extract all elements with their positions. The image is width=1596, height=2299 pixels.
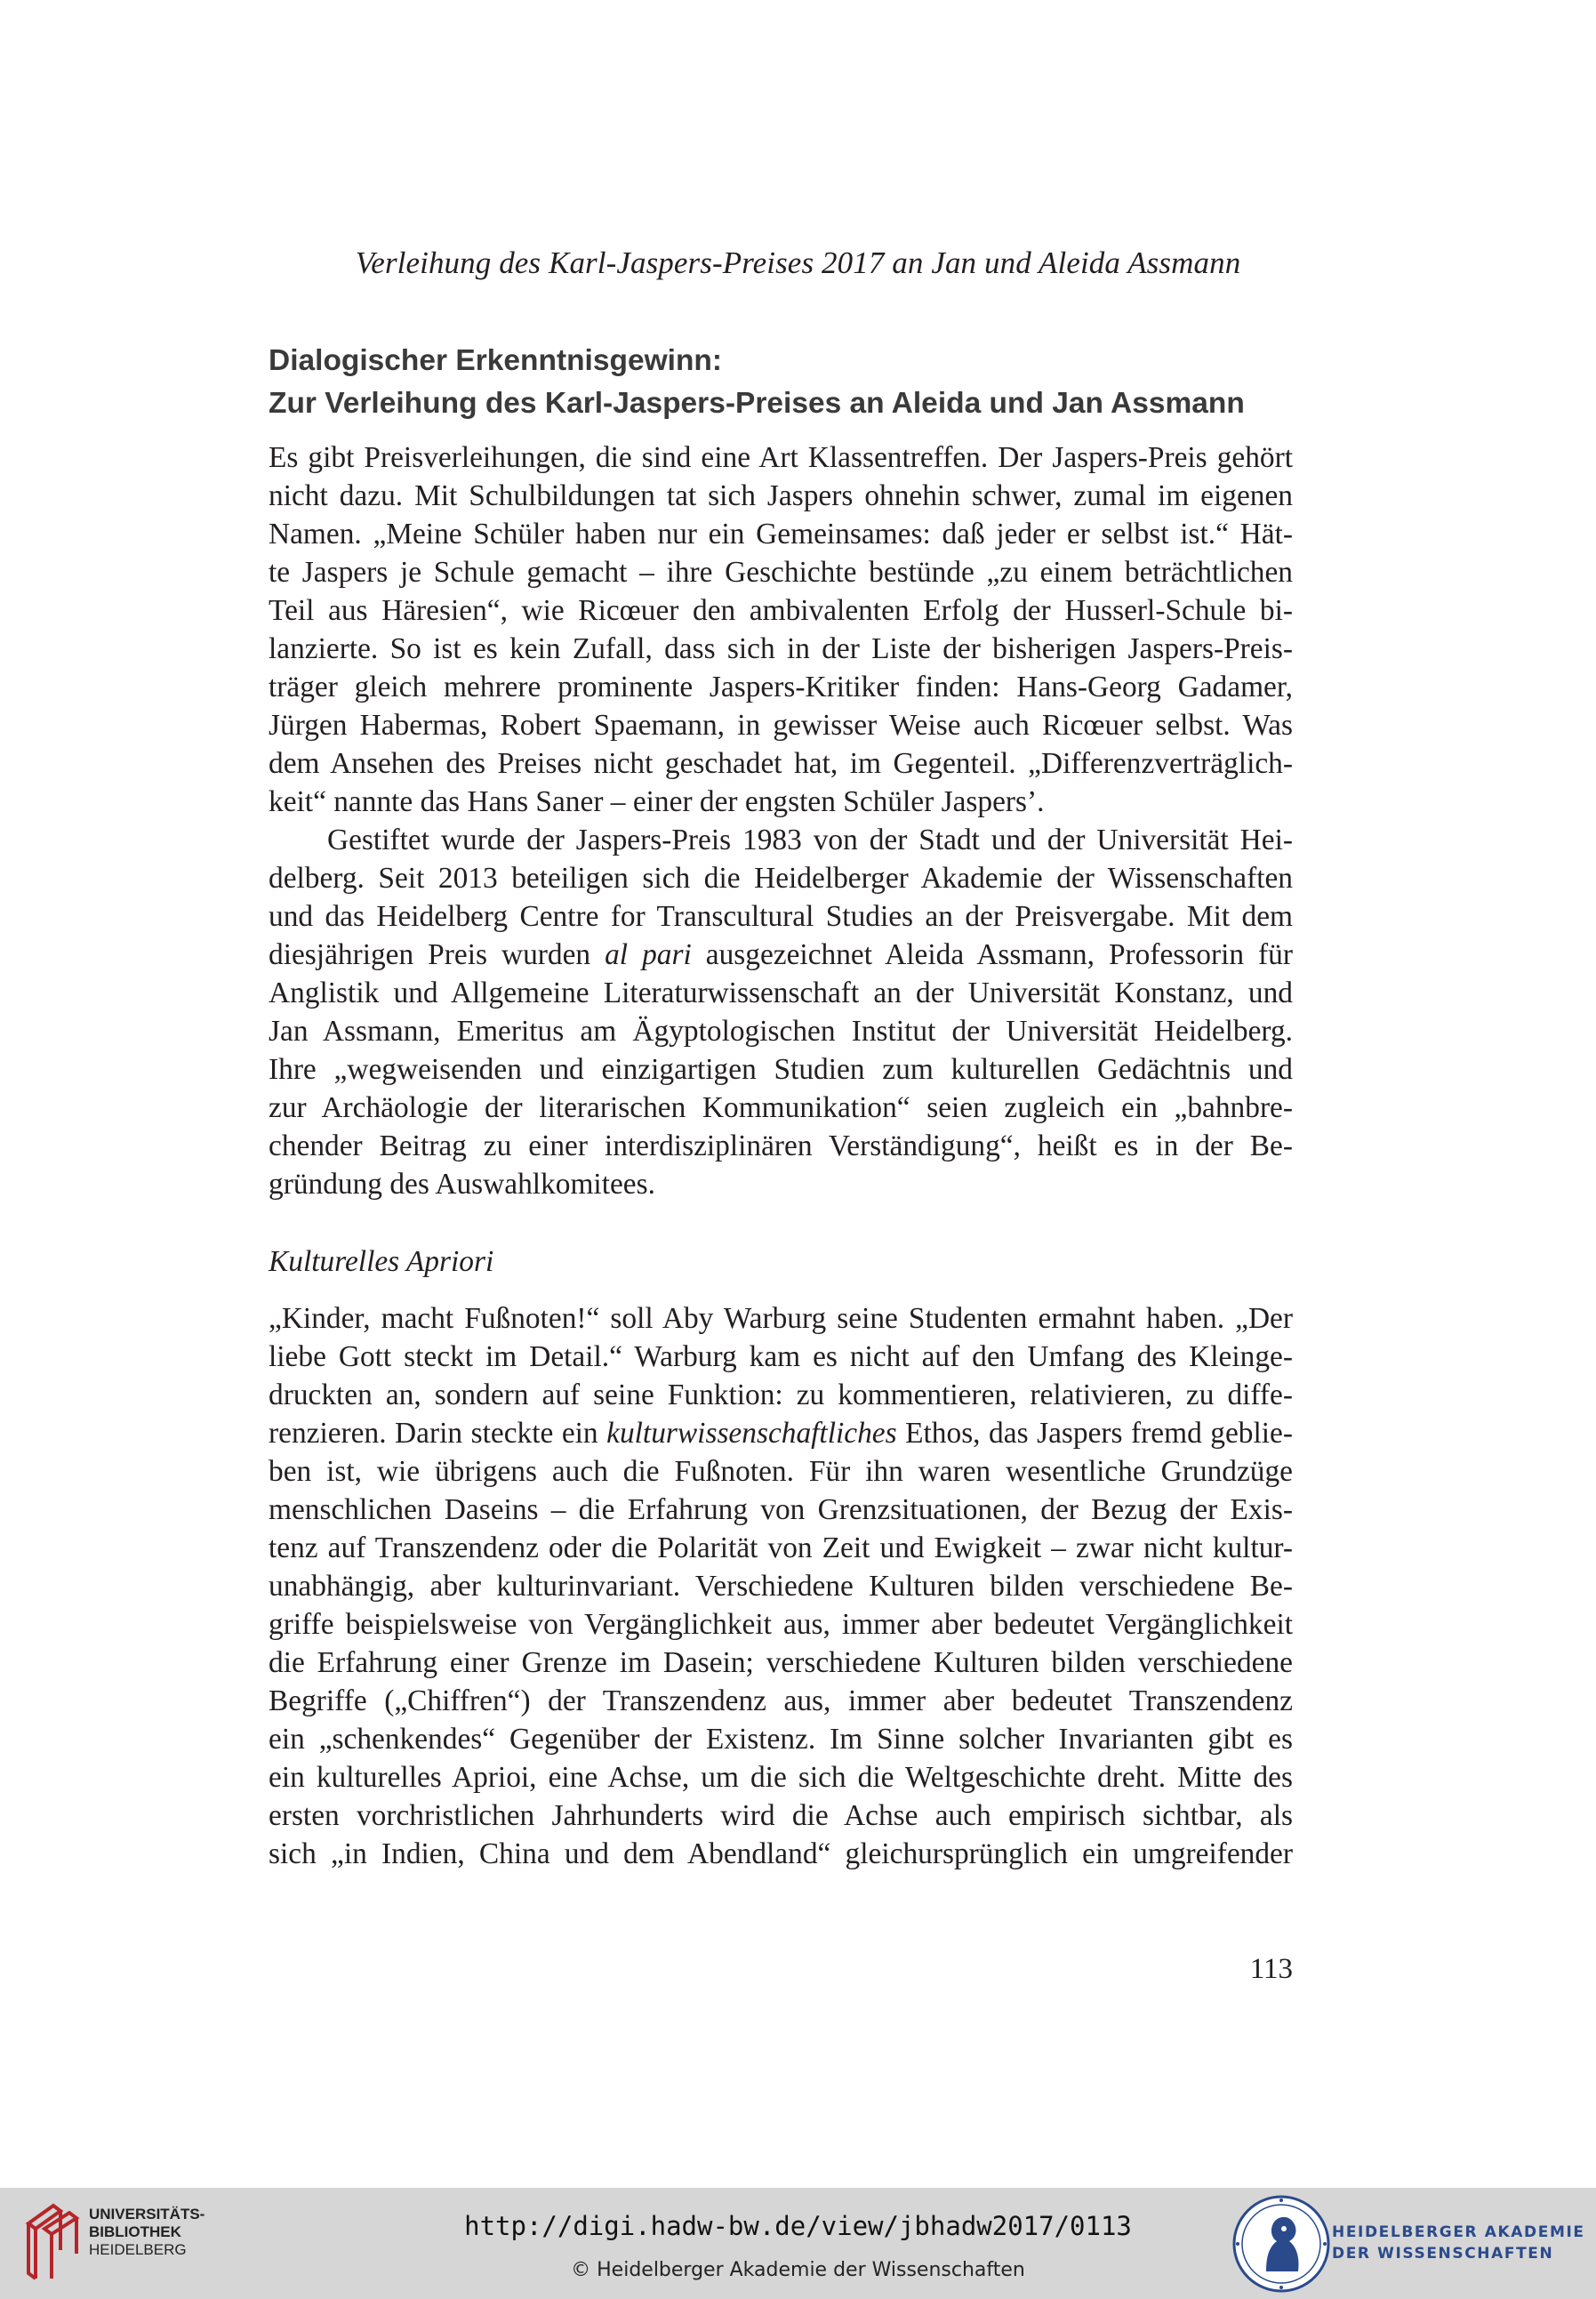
text-line: „Kinder, macht Fußnoten!“ soll Aby Warburg seine Studenten ermahnt haben. „Der bbox=[269, 1302, 1293, 1335]
text-line: menschlichen Daseins – die Erfahrung von Grenzsituationen, der Bezug der Exis- bbox=[269, 1493, 1293, 1526]
text-line: dem Ansehen des Preises nicht geschadet hat, im Gegenteil. „Differenzverträglich- bbox=[269, 747, 1293, 780]
text-line: liebe Gott steckt im Detail.“ Warburg kam es nicht auf den Umfang des Kleinge- bbox=[269, 1340, 1293, 1373]
text-line: sich „in Indien, China und dem Abendland“ gleichursprünglich ein umgreifender bbox=[269, 1837, 1293, 1870]
text-line: Teil aus Häresien“, wie Ricœuer den ambivalenten Erfolg der Husserl-Schule bi- bbox=[269, 594, 1293, 627]
text-line: unabhängig, aber kulturinvariant. Verschiedene Kulturen bilden verschiedene Be- bbox=[269, 1570, 1293, 1603]
text-line: lanzierte. So ist es kein Zufall, dass sich in der Liste der bisherigen Jaspers-Preis- bbox=[269, 632, 1293, 665]
text-line: träger gleich mehrere prominente Jaspers-Kritiker finden: Hans-Georg Gadamer, bbox=[269, 671, 1293, 703]
text-line: ben ist, wie übrigens auch die Fußnoten. Für ihn waren wesentliche Grundzüge bbox=[269, 1455, 1293, 1488]
text-line: gründung des Auswahlkomitees. bbox=[269, 1168, 655, 1201]
text-line bbox=[269, 936, 1293, 974]
text-line: nicht dazu. Mit Schulbildungen tat sich Jaspers ohnehin schwer, zumal im eigenen bbox=[269, 479, 1293, 512]
ub-line-1: UNIVERSITÄTS- bbox=[89, 2206, 205, 2223]
text-fragment: ausgezeichnet Aleida Assmann, Professorin für bbox=[691, 938, 1293, 971]
footer-bar bbox=[0, 2188, 1596, 2299]
text-line: und das Heidelberg Centre for Transcultural Studies an der Preisvergabe. Mit dem bbox=[269, 900, 1293, 933]
hadw-seal-icon bbox=[1231, 2193, 1332, 2295]
permalink-url[interactable]: http://digi.hadw-bw.de/view/jbhadw2017/0113 bbox=[464, 2211, 1132, 2241]
text-line: druckten an, sondern auf seine Funktion: zu kommentieren, relativieren, zu diffe- bbox=[269, 1379, 1293, 1411]
text-line: Es gibt Preisverleihungen, die sind eine Art Klassentreffen. Der Jaspers-Preis gehört bbox=[269, 441, 1293, 474]
text-line: ersten vorchristlichen Jahrhunderts wird die Achse auch empirisch sichtbar, als bbox=[269, 1799, 1293, 1832]
section-one-body bbox=[269, 438, 1293, 1203]
emphasis-text: kulturwissenschaftliches bbox=[606, 1417, 897, 1450]
section-heading: Kulturelles Apriori bbox=[269, 1245, 494, 1278]
title-line-2: Zur Verleihung des Karl-Jaspers-Preises an Aleida und Jan Assmann bbox=[269, 387, 1245, 420]
text-line: Ihre „wegweisenden und einzigartigen Studien zum kulturellen Gedächtnis und bbox=[269, 1053, 1293, 1086]
text-line: chender Beitrag zu einer interdisziplinären Verständigung“, heißt es in der Be- bbox=[269, 1129, 1293, 1162]
title-line-1: Dialogischer Erkenntnisgewinn: bbox=[269, 344, 723, 377]
article-title bbox=[269, 340, 1300, 425]
text-line bbox=[269, 1414, 1293, 1452]
text-fragment: renzieren. Darin steckte ein bbox=[269, 1417, 607, 1450]
text-line: zur Archäologie der literarischen Kommunikation“ seien zugleich ein „bahnbre- bbox=[269, 1091, 1293, 1124]
text-line: keit“ nannte das Hans Saner – einer der engsten Schüler Jaspers’. bbox=[269, 785, 1045, 818]
ub-line-2: BIBLIOTHEK bbox=[89, 2223, 181, 2240]
section-two-body bbox=[269, 1299, 1293, 1873]
text-line: Gestiftet wurde der Jaspers-Preis 1983 von der Stadt und der Universität Hei- bbox=[327, 824, 1293, 856]
emphasis-text: al pari bbox=[605, 938, 692, 971]
text-line: Anglistik und Allgemeine Literaturwissenschaft an der Universität Konstanz, und bbox=[269, 977, 1293, 1009]
hadw-label bbox=[1332, 2222, 1585, 2264]
text-line: griffe beispielsweise von Vergänglichkeit aus, immer aber bedeutet Vergänglichkeit bbox=[269, 1608, 1293, 1641]
paragraph-1 bbox=[269, 438, 1293, 821]
text-fragment: Ethos, das Jaspers fremd geblie- bbox=[896, 1417, 1293, 1450]
text-line: Namen. „Meine Schüler haben nur ein Gemeinsames: daß jeder er selbst ist.“ Hät- bbox=[269, 518, 1293, 551]
paragraph-3 bbox=[269, 1299, 1293, 1873]
text-fragment: diesjährigen Preis wurden bbox=[269, 938, 606, 971]
text-line: tenz auf Transzendenz oder die Polarität von Zeit und Ewigkeit – zwar nicht kultur- bbox=[269, 1531, 1293, 1564]
text-line: Begriffe („Chiffren“) der Transzendenz aus, immer aber bedeutet Transzendenz bbox=[269, 1684, 1293, 1717]
text-line: te Jaspers je Schule gemacht – ihre Geschichte bestünde „zu einem beträchtlichen bbox=[269, 556, 1293, 589]
paragraph-2 bbox=[269, 821, 1293, 1203]
running-head: Verleihung des Karl-Jaspers-Preises 2017 an Jan und Aleida Assmann bbox=[355, 245, 1241, 280]
hadw-line-1: HEIDELBERGER AKADEMIE bbox=[1332, 2223, 1585, 2241]
text-line: Jürgen Habermas, Robert Spaemann, in gewisser Weise auch Ricœuer selbst. Was bbox=[269, 709, 1293, 742]
ub-line-3: HEIDELBERG bbox=[89, 2241, 187, 2258]
page-number: 113 bbox=[1249, 1953, 1293, 1985]
copyright-notice: © Heidelberger Akademie der Wissenschaften bbox=[571, 2259, 1025, 2281]
text-line: ein „schenkendes“ Gegenüber der Existenz. Im Sinne solcher Invarianten gibt es bbox=[269, 1723, 1293, 1756]
hadw-line-2: DER WISSENSCHAFTEN bbox=[1332, 2245, 1554, 2263]
text-line: die Erfahrung einer Grenze im Dasein; verschiedene Kulturen bilden verschiedene bbox=[269, 1646, 1293, 1679]
text-line: delberg. Seit 2013 beteiligen sich die Heidelberger Akademie der Wissenschaften bbox=[269, 862, 1293, 895]
text-line: Jan Assmann, Emeritus am Ägyptologischen Institut der Universität Heidelberg. bbox=[269, 1015, 1293, 1048]
text-line: ein kulturelles Aprioi, eine Achse, um die sich die Weltgeschichte dreht. Mitte des bbox=[269, 1761, 1293, 1794]
